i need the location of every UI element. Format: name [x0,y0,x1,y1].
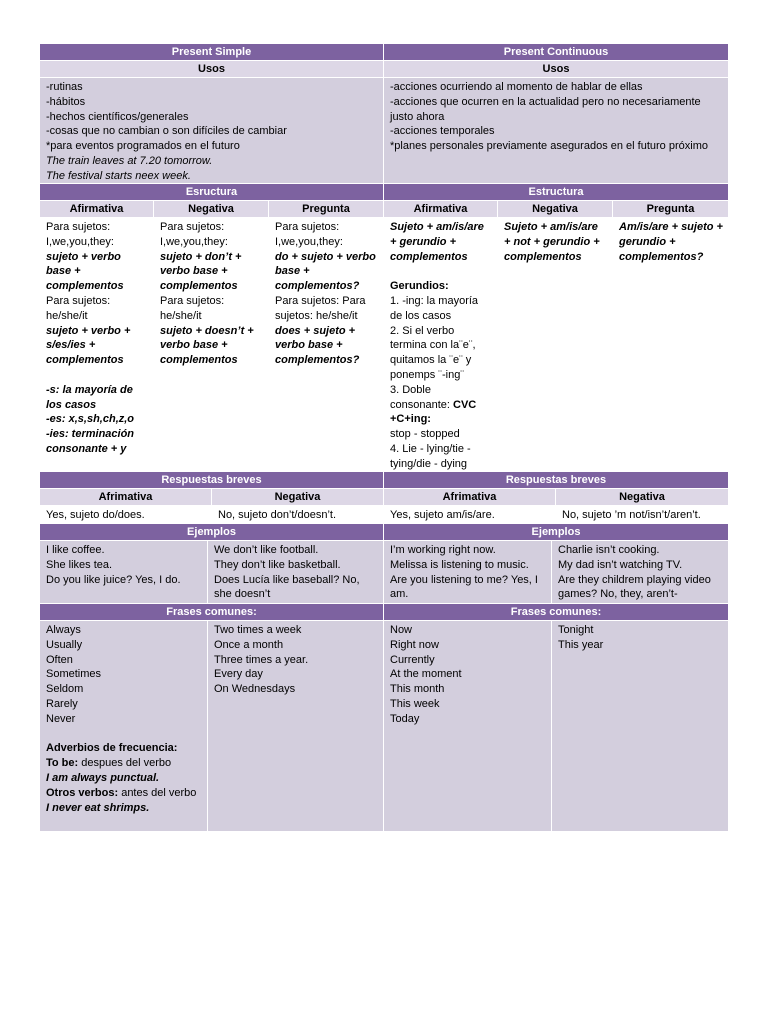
ejemplos-simple-affirmative [40,541,208,604]
frases-simple-frequency [40,621,208,832]
usos-continuous-header: Usos [384,61,728,78]
phrase-item: Right now [390,638,439,651]
spelling-rule: -es: x,s,sh,ch,z,o [46,413,135,426]
continuous-negativa-cell [498,218,613,472]
list-item: -acciones ocurriendo al momento de hablar de ellas [390,81,643,93]
list-item: *planes personales previamente asegurados en el futuro próximo [390,140,708,153]
gerund-rule: 2. Si el verbo termina con la¨e¨, quitamos la ¨e¨ y ponemps ¨-ing¨ [390,324,476,381]
ejemplos-continuous-negative [552,541,728,604]
example-sentence: I never eat shrimps. [46,801,150,814]
ejemplos-simple-header: Ejemplos [40,524,384,541]
spelling-rule: -ies: terminación consonante + y [46,428,135,455]
list-item: -hábitos [46,95,86,108]
example-sentence: We don’t like football. [214,544,319,556]
example-sentence: I like coffee. [46,544,105,556]
example-sentence: Are you listening to me? Yes, I am. [390,573,538,601]
example-sentence: The festival starts neex week. [46,169,191,182]
col-negativa-simple: Negativa [154,201,269,218]
subject-note: Para sujetos: he/she/it [160,294,225,322]
phrase-item: This month [390,683,445,696]
tobe-label: To be: [46,757,79,770]
col-afirmativa: Afrimativa [40,489,212,506]
gerund-rule: 1. -ing: la mayoría de los casos [390,294,479,322]
col-negativa: Negativa [212,489,384,506]
formula: sujeto + verbo base + complementos [46,250,124,293]
frases-continuous-now [384,621,552,832]
respuestas-continuous-header: Respuestas breves [384,472,728,489]
formula: Am/is/are + sujeto + gerundio + complementos? [619,221,723,263]
otros-label: Otros verbos: [46,786,119,799]
example-sentence: Does Lucía like baseball? No, she doesn’t [214,573,360,601]
col-afirmativa-simple: Afirmativa [40,201,154,218]
ejemplos-continuous-header: Ejemplos [384,524,728,541]
estructura-columns-row [40,201,728,218]
list-item: -hechos científicos/generales [46,110,189,123]
short-answer [556,506,728,524]
example-sentence: Charlie isn’t cooking. [558,544,660,556]
phrase-item: At the moment [390,668,462,681]
continuous-pregunta-cell [613,218,728,472]
phrase-item: Now [390,624,413,636]
gerund-rule [390,383,492,427]
example-sentence: My dad isn’t watching TV. [558,558,683,571]
ejemplos-continuous-affirmative [384,541,552,604]
phrase-item: Tonight [558,624,594,636]
formula: sujeto + verbo + s/es/ies + complementos [46,324,131,367]
phrase-item: Always [46,624,81,636]
simple-pregunta-cell [269,218,384,472]
short-answer-text: No, sujeto don’t/doesn’t. [218,509,337,521]
formula: Sujeto + am/is/are + gerundio + complementos [390,221,484,263]
col-pregunta-continuous: Pregunta [613,201,728,218]
subject-note: Para sujetos: I,we,you,they: [160,221,228,248]
gerund-rule-bold: CVC +C+ing: [390,398,477,426]
ejemplos-header-row [40,524,728,541]
phrase-item: On Wednesdays [214,683,296,696]
usos-body-row [40,78,728,184]
subject-note: Para sujetos: Para sujetos: he/she/it [275,294,366,322]
example-sentence: I’m working right now. [390,544,496,556]
frases-simple-time [208,621,384,832]
phrase-item: Usually [46,638,83,651]
estructura-header-row [40,184,728,201]
phrase-item: Seldom [46,683,84,696]
example-sentence: The train leaves at 7.20 tomorrow. [46,154,213,167]
formula: do + sujeto + verbo base + complementos? [275,250,376,293]
frases-simple-header: Frases comunes: [40,604,384,621]
short-answer [40,506,212,524]
usos-simple-list [40,78,384,184]
respuestas-columns-row [40,489,728,506]
otros-rule [46,786,202,801]
formula: sujeto + doesn’t + verbo base + complementos [160,324,254,367]
phrase-item: Two times a week [214,624,302,636]
col-pregunta-simple: Pregunta [269,201,384,218]
phrase-item: Three times a year. [214,653,309,666]
adverbs-title: Adverbios de frecuencia: [46,742,178,755]
present-simple-title: Present Simple [40,44,384,61]
spelling-rule: -s: la mayoría de los casos [46,383,133,411]
tobe-text: despues del verbo [78,757,172,770]
formula: Sujeto + am/is/are + not + gerundio + complementos [504,221,600,263]
short-answer [212,506,384,524]
respuestas-header-row [40,472,728,489]
list-item: -cosas que no cambian o son difíciles de cambiar [46,125,287,138]
estructura-simple-header: Esructura [40,184,384,201]
otros-text: antes del verbo [118,786,197,799]
gerund-rule: 4. Lie - lying/tie - tying/die - dying [390,442,471,470]
list-item: *para eventos programados en el futuro [46,140,240,153]
example-sentence: Are they childrem playing video games? No, they, aren’t- [558,573,711,601]
example-sentence: I am always punctual. [46,771,160,784]
subject-note: Para sujetos: he/she/it [46,294,111,322]
subject-note: Para sujetos: I,we,you,they: [46,221,114,248]
present-continuous-title: Present Continuous [384,44,728,61]
phrase-item: Every day [214,668,263,681]
usos-simple-header: Usos [40,61,384,78]
ejemplos-body-row [40,541,728,604]
frases-continuous-header: Frases comunes: [384,604,728,621]
col-afirmativa: Afrimativa [384,489,556,506]
simple-afirmativa-cell [40,218,154,472]
phrase-item: Today [390,712,420,725]
gerund-rule-text: 3. Doble consonante: [390,383,453,411]
phrase-item: Rarely [46,697,78,710]
usos-continuous-list [384,78,728,184]
short-answer-text: Yes, sujeto do/does. [46,509,145,521]
short-answer [384,506,556,524]
col-negativa: Negativa [556,489,728,506]
list-item: -acciones que ocurren en la actualidad pero no necesariamente justo ahora [390,95,701,123]
usos-header-row [40,61,728,78]
ejemplos-simple-negative [208,541,384,604]
subject-note: Para sujetos: I,we,you,they: [275,221,343,248]
respuestas-body-row [40,506,728,524]
col-negativa-continuous: Negativa [498,201,613,218]
list-item: -rutinas [46,81,83,93]
short-answer-text: Yes, sujeto am/is/are. [390,509,495,521]
phrase-item: Once a month [214,638,284,651]
phrase-item: Currently [390,653,435,666]
phrase-item: Sometimes [46,668,102,681]
frases-body-row [40,621,728,832]
title-row [40,44,728,61]
gerund-title: Gerundios: [390,280,449,293]
phrase-item: Never [46,712,76,725]
simple-negativa-cell [154,218,269,472]
grammar-table [40,44,728,832]
phrase-item: This week [390,697,440,710]
example-sentence: Melissa is listening to music. [390,558,529,571]
respuestas-simple-header: Respuestas breves [40,472,384,489]
gerund-example: stop - stopped [390,428,460,441]
estructura-continuous-header: Estructura [384,184,728,201]
frases-continuous-future [552,621,728,832]
example-sentence: They don’t like basketball. [214,558,341,571]
short-answer-text: No, sujeto ’m not/isn’t/aren’t. [562,509,701,521]
formula: sujeto + don’t + verbo base + complementos [160,250,242,293]
phrase-item: Often [46,653,73,666]
continuous-afirmativa-cell [384,218,498,472]
list-item: -acciones temporales [390,125,495,138]
example-sentence: Do you like juice? Yes, I do. [46,573,181,586]
phrase-item: This year [558,638,604,651]
col-afirmativa-continuous: Afirmativa [384,201,498,218]
formula: does + sujeto + verbo base + complementos? [275,324,360,367]
estructura-body-row [40,218,728,472]
tobe-rule [46,756,202,771]
frases-header-row [40,604,728,621]
example-sentence: She likes tea. [46,558,113,571]
